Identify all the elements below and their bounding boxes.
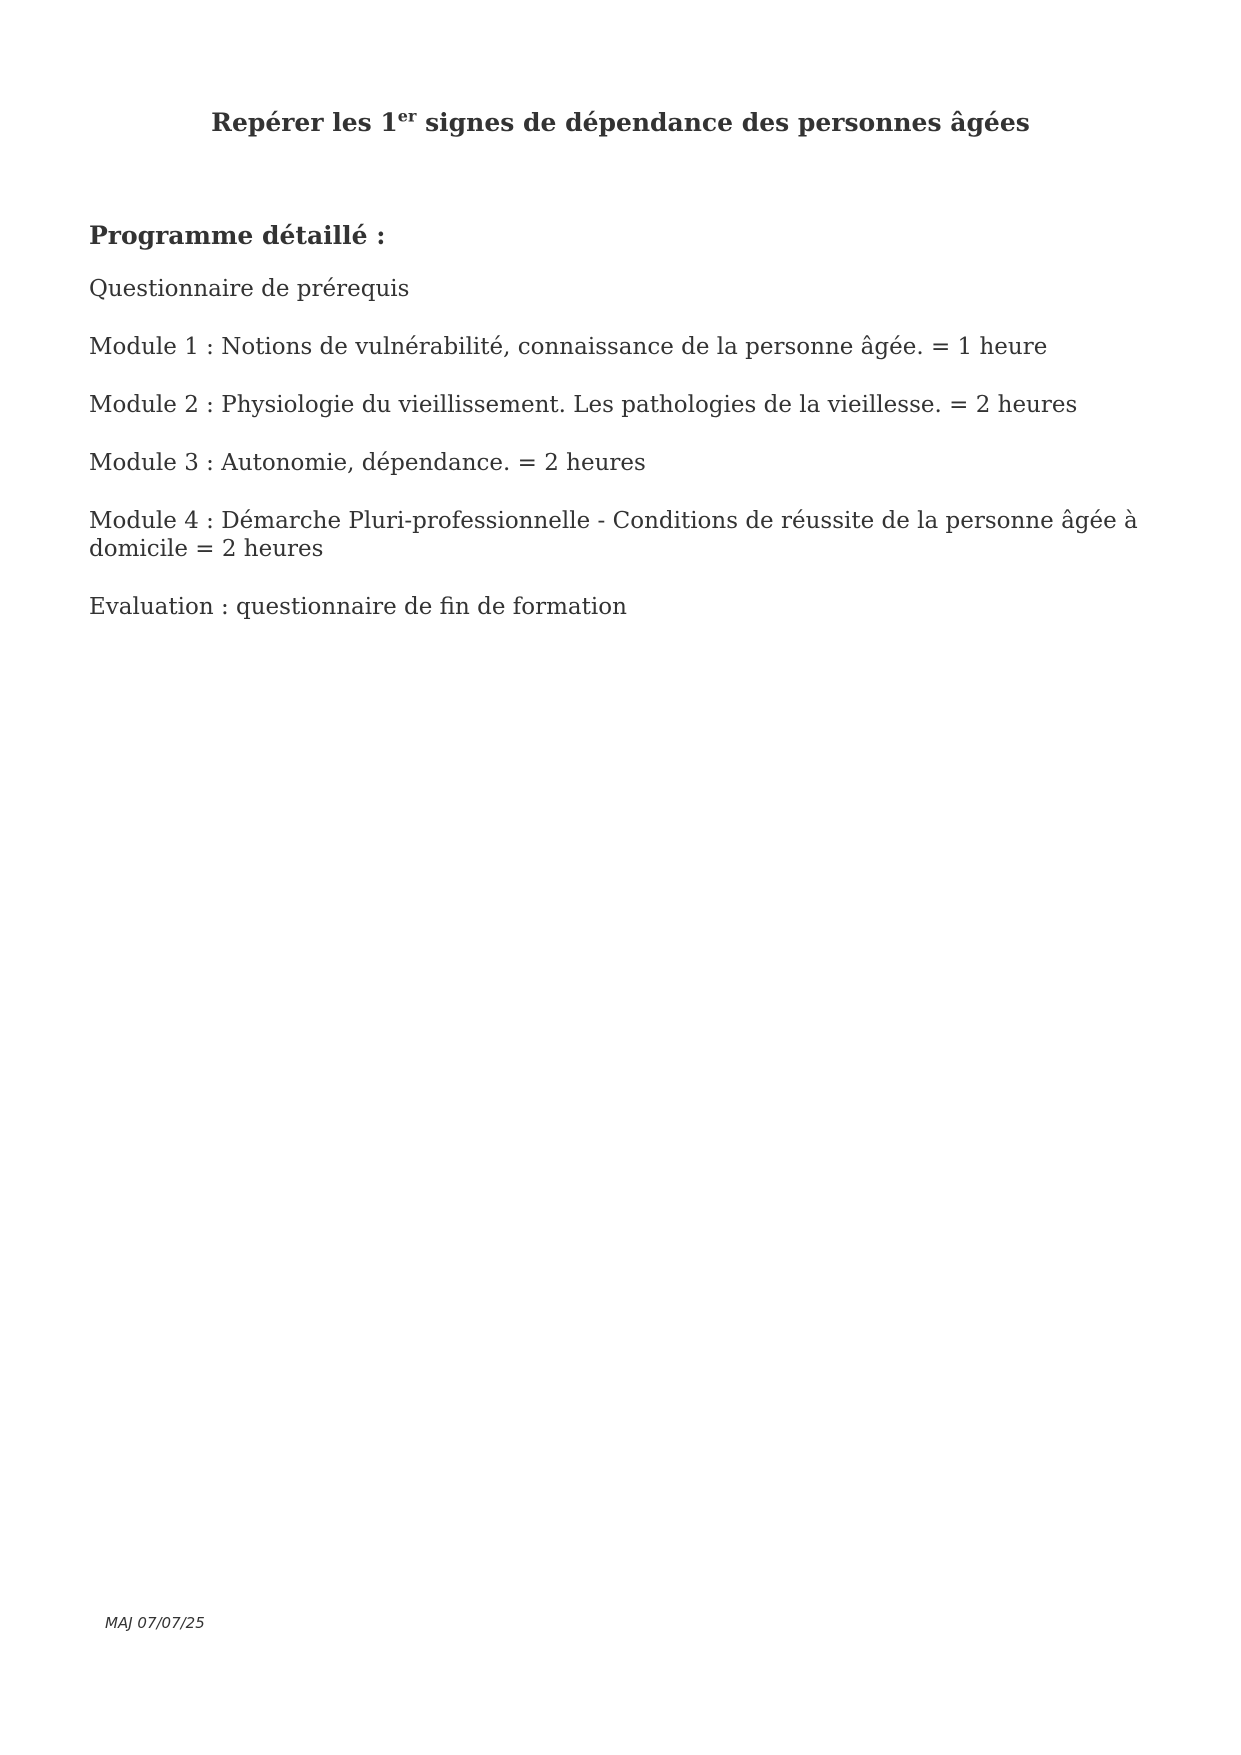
module-4: Module 4 : Démarche Pluri-professionnelle - Conditions de réussite de la personne âgée à domicile = 2 heures	[89, 508, 1138, 562]
programme-content	[89, 219, 1159, 651]
title-superscript: er	[397, 106, 417, 126]
document-title	[0, 106, 1241, 140]
module-3: Module 3 : Autonomie, dépendance. = 2 heures	[89, 450, 646, 476]
title-text-end: signes de dépendance des personnes âgées	[416, 108, 1030, 137]
section-heading: Programme détaillé :	[89, 221, 386, 250]
final-evaluation: Evaluation : questionnaire de fin de formation	[89, 594, 627, 620]
module-2: Module 2 : Physiologie du vieillissement. Les pathologies de la vieillesse. = 2 heures	[89, 392, 1078, 418]
title-text-start: Repérer les 1	[211, 108, 398, 137]
module-1: Module 1 : Notions de vulnérabilité, connaissance de la personne âgée. = 1 heure	[89, 334, 1048, 360]
update-date-footer: MAJ 07/07/25	[105, 1614, 205, 1632]
prerequisite-questionnaire: Questionnaire de prérequis	[89, 276, 410, 302]
